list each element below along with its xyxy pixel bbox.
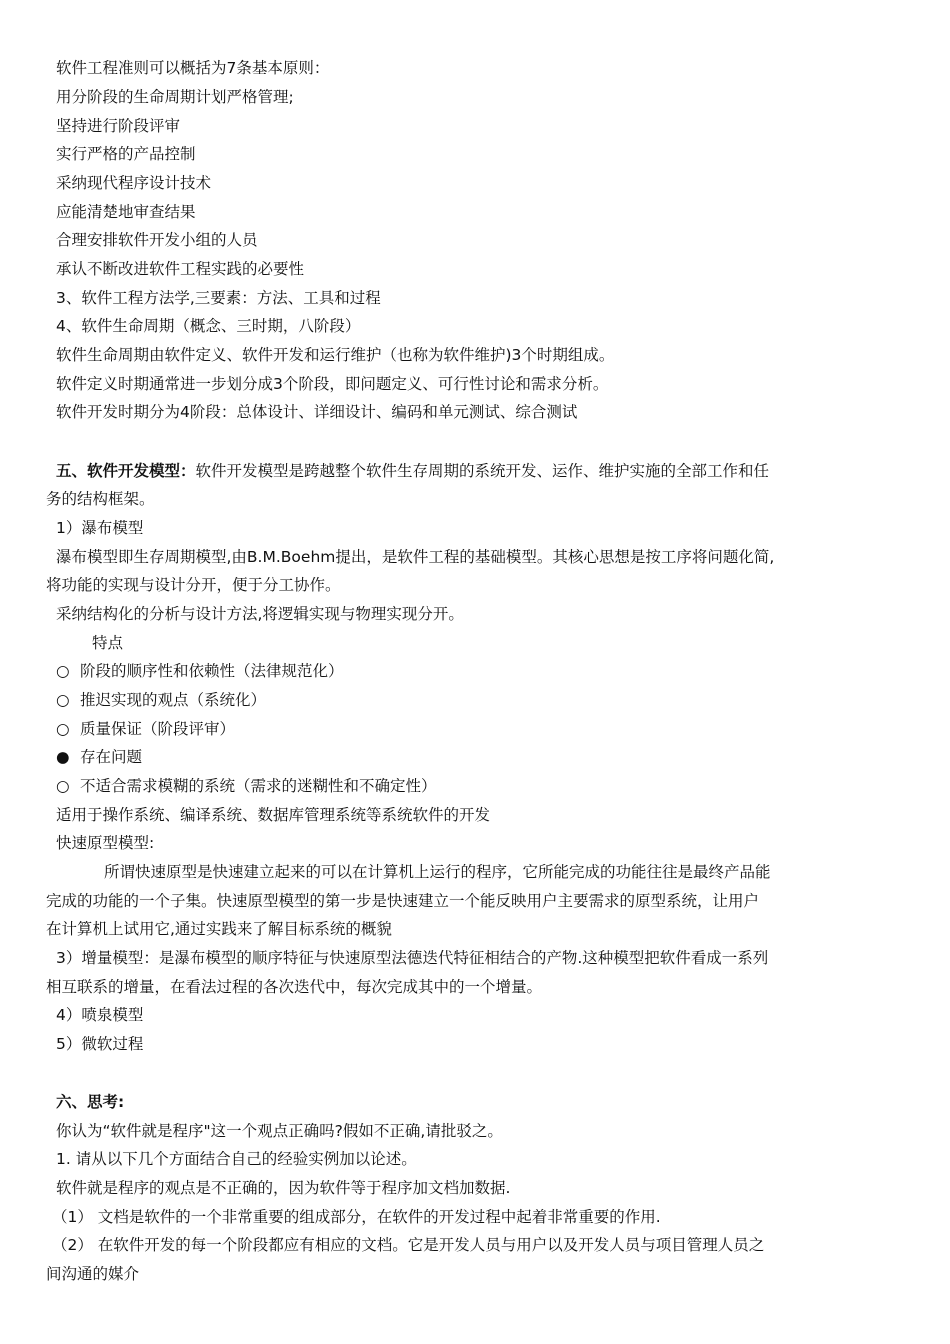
model-3-text: 3）增量模型：是瀑布模型的顺序特征与快速原型法德迭代特征相结合的产物.这种模型把软件看成一系列: [56, 949, 769, 967]
lifecycle-line: 软件开发时期分为4阶段：总体设计、详细设计、编码和单元测试、综合测试: [56, 403, 578, 421]
feature-text: 阶段的顺序性和依赖性（法律规范化）: [80, 662, 344, 680]
feature-item: [56, 660, 344, 682]
thinking-prompt: 1. 请从以下几个方面结合自己的经验实例加以论述。: [56, 1150, 417, 1168]
feature-text: 不适合需求模糊的系统（需求的迷糊性和不确定性）: [80, 777, 437, 795]
section-5-text-cont: 务的结构框架。: [46, 490, 155, 508]
rapid-prototype-text-cont: 在计算机上试用它,通过实践来了解目标系统的概貌: [46, 920, 392, 938]
lifecycle-line: 软件生命周期由软件定义、软件开发和运行维护（也称为软件维护)3个时期组成。: [56, 346, 615, 364]
principle-item: 应能清楚地审查结果: [56, 203, 196, 221]
item-3-methodology: 3、软件工程方法学,三要素：方法、工具和过程: [56, 289, 381, 307]
principles-intro: 软件工程准则可以概括为7条基本原则：: [56, 59, 330, 77]
thinking-answer: 软件就是程序的观点是不正确的，因为软件等于程序加文档加数据.: [56, 1179, 511, 1197]
feature-text: 质量保证（阶段评审）: [80, 720, 236, 738]
feature-text: 存在问题: [80, 748, 143, 766]
feature-item: [56, 775, 437, 797]
answer-point-2: （2） 在软件开发的每一个阶段都应有相应的文档。它是开发人员与用户以及开发人员与项目管理人员之: [52, 1236, 765, 1254]
feature-text: 推迟实现的观点（系统化）: [80, 691, 267, 709]
section-5-paragraph: [56, 460, 769, 482]
section-5-text: 软件开发模型是跨越整个软件生存周期的系统开发、运作、维护实施的全部工作和任: [195, 462, 770, 480]
answer-point-1: （1） 文档是软件的一个非常重要的组成部分，在软件的开发过程中起着非常重要的作用.: [52, 1208, 661, 1226]
model-3-text-cont: 相互联系的增量，在看法过程的各次迭代中，每次完成其中的一个增量。: [46, 978, 543, 996]
principle-item: 承认不断改进软件工程实践的必要性: [56, 260, 305, 278]
circle-bullet-icon: ○: [56, 662, 70, 680]
circle-bullet-icon: ○: [56, 720, 70, 738]
principle-item: 坚持进行阶段评审: [56, 117, 181, 135]
rapid-prototype-text: 所谓快速原型是快速建立起来的可以在计算机上运行的程序，它所能完成的功能往往是最终产品能: [104, 863, 771, 881]
model-4-title: 4）喷泉模型: [56, 1006, 144, 1024]
section-5-heading: 五、软件开发模型：: [56, 462, 196, 480]
model-1-text: 瀑布模型即生存周期模型,由B.M.Boehm提出，是软件工程的基础模型。其核心思想是按工序将问题化简,: [56, 548, 775, 566]
feature-item: [56, 718, 235, 740]
item-4-lifecycle: 4、软件生命周期（概念、三时期，八阶段）: [56, 317, 361, 335]
rapid-prototype-title: 快速原型模型:: [56, 834, 155, 852]
filled-circle-bullet-icon: ●: [56, 748, 70, 766]
section-6-heading: 六、思考:: [56, 1093, 125, 1111]
model-1-method: 采纳结构化的分析与设计方法,将逻辑实现与物理实现分开。: [56, 605, 464, 623]
feature-item: [56, 746, 142, 768]
circle-bullet-icon: ○: [56, 777, 70, 795]
features-label: 特点: [92, 634, 124, 652]
answer-point-2-cont: 间沟通的媒介: [46, 1265, 140, 1283]
principle-item: 合理安排软件开发小组的人员: [56, 231, 258, 249]
principle-item: 实行严格的产品控制: [56, 145, 196, 163]
rapid-prototype-text-cont: 完成的功能的一个子集。快速原型模型的第一步是快速建立一个能反映用户主要需求的原型系统，让用户: [46, 892, 760, 910]
model-1-text-cont: 将功能的实现与设计分开，便于分工协作。: [46, 576, 341, 594]
applies-text: 适用于操作系统、编译系统、数据库管理系统等系统软件的开发: [56, 806, 491, 824]
principle-item: 采纳现代程序设计技术: [56, 174, 212, 192]
model-5-title: 5）微软过程: [56, 1035, 144, 1053]
model-1-title: 1）瀑布模型: [56, 519, 144, 537]
lifecycle-line: 软件定义时期通常进一步划分成3个阶段，即问题定义、可行性讨论和需求分析。: [56, 375, 609, 393]
thinking-question: 你认为“软件就是程序"这一个观点正确吗?假如不正确,请批驳之。: [56, 1122, 503, 1140]
circle-bullet-icon: ○: [56, 691, 70, 709]
feature-item: [56, 689, 266, 711]
principle-item: 用分阶段的生命周期计划严格管理;: [56, 88, 294, 106]
